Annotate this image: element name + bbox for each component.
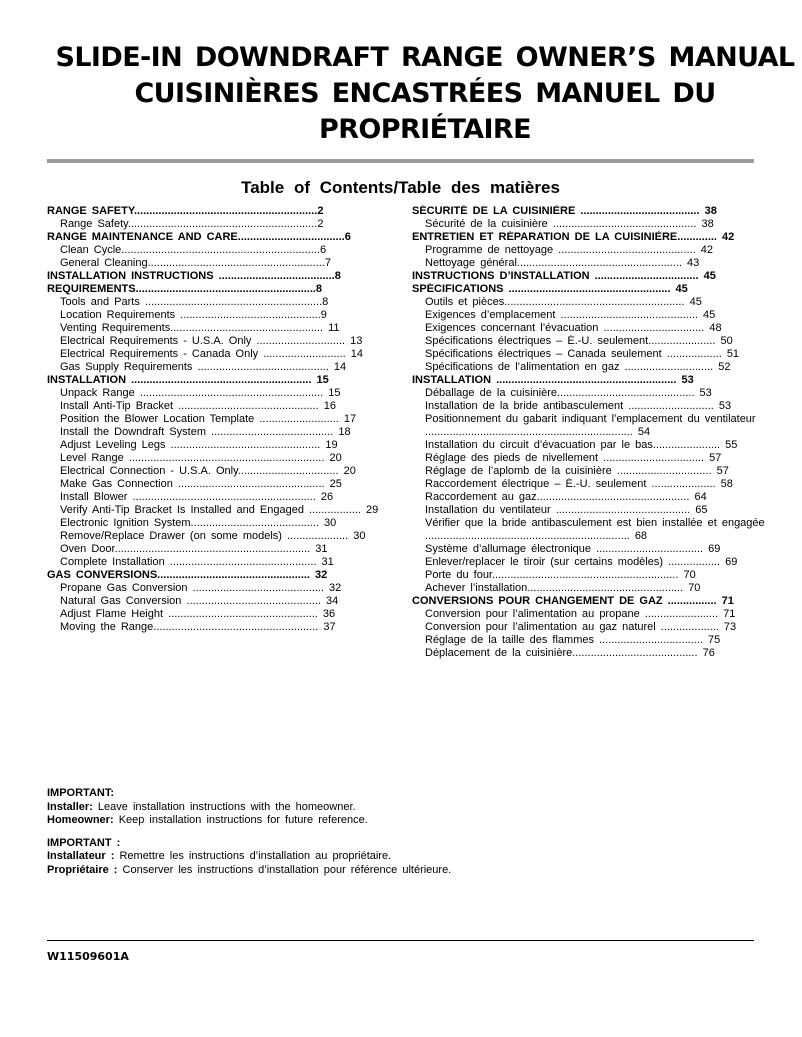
homeowner-text: Keep installation instructions for future reference. bbox=[118, 814, 368, 826]
toc-subsection-entry[interactable]: Sécurité de la cuisinière ............................................... 38 bbox=[425, 218, 714, 230]
proprietaire-label: Propriétaire : bbox=[47, 863, 118, 876]
toc-subsection-entry[interactable]: Enlever/replacer le tiroir (sur certains modèles) ................. 69 bbox=[425, 556, 738, 568]
toc-section-entry[interactable]: ENTRETIEN ET RÉPARATION DE LA CUISINIÈRE............. 42 bbox=[412, 231, 735, 243]
toc-subsection-entry[interactable]: Spécifications électriques – É.-U. seulement...................... 50 bbox=[425, 335, 733, 347]
title-line-1: SLIDE-IN DOWNDRAFT RANGE OWNER’S MANUAL bbox=[55, 42, 795, 73]
notes-en-heading: IMPORTANT: bbox=[47, 787, 115, 799]
toc-subsection-entry[interactable]: Porte du four............................................................. 70 bbox=[425, 569, 696, 581]
document-number: W11509601A bbox=[47, 950, 129, 963]
toc-subsection-entry[interactable]: Clean Cycle.................................................................6 bbox=[60, 244, 327, 256]
toc-subsection-entry[interactable]: Complete Installation ................................................ 31 bbox=[60, 556, 334, 568]
toc-subsection-entry[interactable]: Spécifications de l’alimentation en gaz ............................. 52 bbox=[425, 361, 731, 373]
toc-subsection-entry[interactable]: Location Requirements ..............................................9 bbox=[60, 309, 327, 321]
toc-subsection-entry[interactable]: Install the Downdraft System ........................................ 18 bbox=[60, 426, 351, 438]
toc-subsection-entry[interactable]: Remove/Replace Drawer (on some models) .................... 30 bbox=[60, 530, 366, 542]
toc-subsection-entry[interactable]: Make Gas Connection ................................................ 25 bbox=[60, 478, 342, 490]
notes-en-homeowner bbox=[47, 814, 747, 828]
footer-divider bbox=[47, 940, 754, 941]
title-line-2: CUISINIÈRES ENCASTRÉES MANUEL DU bbox=[134, 78, 716, 109]
toc-section-entry[interactable]: RANGE MAINTENANCE AND CARE...................................6 bbox=[47, 231, 351, 243]
toc-subsection-entry[interactable]: Adjust Flame Height ................................................. 36 bbox=[60, 608, 336, 620]
toc-subsection-entry[interactable]: Installation du circuit d’évacuation par le bas...................... 55 bbox=[425, 439, 738, 451]
toc-subsection-entry[interactable]: Electronic Ignition System.......................................... 30 bbox=[60, 517, 337, 529]
toc-subsection-entry[interactable]: Position the Blower Location Template .......................... 17 bbox=[60, 413, 357, 425]
toc-left-column bbox=[47, 205, 400, 634]
toc-subsection-entry[interactable]: Level Range ................................................................ 20 bbox=[60, 452, 342, 464]
toc-subsection-entry[interactable]: Unpack Range ............................................................ 15 bbox=[60, 387, 341, 399]
toc-subsection-entry[interactable]: Réglage des pieds de nivellement ................................. 57 bbox=[425, 452, 722, 464]
notes-en-installer bbox=[47, 801, 747, 815]
important-notes bbox=[47, 787, 747, 877]
toc-subsection-entry[interactable]: Raccordement au gaz.................................................. 64 bbox=[425, 491, 707, 503]
toc-subsection-entry[interactable]: Achever l’installation................................................... 70 bbox=[425, 582, 701, 594]
toc-subsection-entry[interactable]: Electrical Requirements - Canada Only ........................... 14 bbox=[60, 348, 364, 360]
toc-section-entry[interactable]: CONVERSIONS POUR CHANGEMENT DE GAZ ................ 71 bbox=[412, 595, 734, 607]
toc-subsection-entry[interactable]: Verify Anti-Tip Bracket Is Installed and Engaged ................. 29 bbox=[60, 504, 379, 516]
toc-subsection-entry[interactable]: Exigences concernant l’évacuation ................................. 48 bbox=[425, 322, 722, 334]
toc-subsection-entry[interactable]: General Cleaning..........................................................7 bbox=[60, 257, 331, 269]
toc-subsection-entry[interactable]: Conversion pour l’alimentation au gaz naturel ................... 73 bbox=[425, 621, 737, 633]
toc-subsection-entry[interactable]: Système d’allumage électronique ................................... 69 bbox=[425, 543, 721, 555]
manual-title bbox=[40, 40, 802, 148]
toc-subsection-entry[interactable]: Positionnement du gabarit indiquant l’emplacement du ventilateur .................................................................... 54 bbox=[425, 413, 756, 438]
toc-subsection-entry[interactable]: Adjust Leveling Legs ................................................. 19 bbox=[60, 439, 338, 451]
toc-section-entry[interactable]: INSTALLATION ........................................................... 53 bbox=[412, 374, 694, 386]
toc-subsection-entry[interactable]: Nettoyage général...................................................... 43 bbox=[425, 257, 700, 269]
toc-subsection-entry[interactable]: Programme de nettoyage ............................................. 42 bbox=[425, 244, 714, 256]
toc-subsection-entry[interactable]: Réglage de l’aplomb de la cuisinière ............................... 57 bbox=[425, 465, 729, 477]
toc-subsection-entry[interactable]: Natural Gas Conversion ............................................ 34 bbox=[60, 595, 339, 607]
installer-text: Leave installation instructions with the homeowner. bbox=[97, 800, 356, 813]
notes-fr-heading: IMPORTANT : bbox=[47, 836, 121, 849]
toc-subsection-entry[interactable]: Réglage de la taille des flammes .................................. 75 bbox=[425, 634, 721, 646]
toc-subsection-entry[interactable]: Installation de la bride antibasculement ............................ 53 bbox=[425, 400, 732, 412]
toc-right-column bbox=[412, 205, 784, 660]
toc-section-entry[interactable]: INSTALLATION ........................................................... 15 bbox=[47, 374, 329, 386]
toc-subsection-entry[interactable]: Installation du ventilateur ............................................ 65 bbox=[425, 504, 708, 516]
toc-section-entry[interactable]: INSTRUCTIONS D’INSTALLATION .................................. 45 bbox=[412, 270, 716, 282]
notes-fr-installer bbox=[47, 850, 747, 864]
toc-subsection-entry[interactable]: Gas Supply Requirements ........................................... 14 bbox=[60, 361, 347, 373]
toc-subsection-entry[interactable]: Exigences d’emplacement ............................................. 45 bbox=[425, 309, 716, 321]
toc-subsection-entry[interactable]: Vérifier que la bride antibasculement est bien installée et engagée ................................................................... 68 bbox=[425, 517, 765, 542]
toc-subsection-entry[interactable]: Install Blower ............................................................ 26 bbox=[60, 491, 334, 503]
toc-subsection-entry[interactable]: Outils et pièces........................................................... 45 bbox=[425, 296, 702, 308]
toc-subsection-entry[interactable]: Déplacement de la cuisinière......................................... 76 bbox=[425, 647, 715, 659]
toc-section-entry[interactable]: GAS CONVERSIONS.................................................. 32 bbox=[47, 569, 328, 581]
toc-subsection-entry[interactable]: Déballage de la cuisinière............................................. 53 bbox=[425, 387, 712, 399]
installer-label: Installer: bbox=[47, 800, 93, 813]
toc-subsection-entry[interactable]: Moving the Range...................................................... 37 bbox=[60, 621, 336, 633]
toc-section-entry[interactable]: SPÉCIFICATIONS ..................................................... 45 bbox=[412, 283, 688, 295]
installateur-label: Installateur : bbox=[47, 850, 115, 862]
toc-subsection-entry[interactable]: Tools and Parts ..........................................................8 bbox=[60, 296, 329, 308]
notes-fr-owner bbox=[47, 864, 747, 878]
toc-subsection-entry[interactable]: Propane Gas Conversion ........................................... 32 bbox=[60, 582, 342, 594]
toc-subsection-entry[interactable]: Install Anti-Tip Bracket .............................................. 16 bbox=[60, 400, 336, 412]
homeowner-label: Homeowner: bbox=[47, 814, 114, 826]
toc-subsection-entry[interactable]: Oven Door................................................................ 31 bbox=[60, 543, 328, 555]
toc-subsection-entry[interactable]: Spécifications électriques – Canada seulement .................. 51 bbox=[425, 348, 740, 360]
toc-subsection-entry[interactable]: Conversion pour l’alimentation au propane ........................ 71 bbox=[425, 608, 736, 620]
toc-section-entry[interactable]: SÉCURITÉ DE LA CUISINIÈRE ....................................... 38 bbox=[412, 205, 717, 217]
proprietaire-text: Conserver les instructions d’installation pour référence ultérieure. bbox=[122, 863, 452, 876]
installateur-text: Remettre les instructions d’installation au propriétaire. bbox=[119, 850, 392, 862]
title-divider bbox=[47, 159, 754, 163]
toc-heading: Table of Contents/Table des matières bbox=[241, 178, 560, 197]
toc-subsection-entry[interactable]: Venting Requirements.................................................. 11 bbox=[60, 322, 340, 334]
toc-subsection-entry[interactable]: Raccordement électrique – É.-U. seulement ..................... 58 bbox=[425, 478, 733, 490]
toc-section-entry[interactable]: INSTALLATION INSTRUCTIONS ......................................8 bbox=[47, 270, 341, 282]
title-line-3: PROPRIÉTAIRE bbox=[319, 114, 531, 145]
toc-section-entry[interactable]: RANGE SAFETY............................................................2 bbox=[47, 205, 324, 217]
toc-subsection-entry[interactable]: Electrical Connection - U.S.A. Only................................. 20 bbox=[60, 465, 356, 477]
toc-subsection-entry[interactable]: Range Safety..............................................................2 bbox=[60, 218, 324, 230]
toc-subsection-entry[interactable]: Electrical Requirements - U.S.A. Only ............................. 13 bbox=[60, 335, 363, 347]
toc-section-entry[interactable]: REQUIREMENTS...........................................................8 bbox=[47, 283, 323, 295]
